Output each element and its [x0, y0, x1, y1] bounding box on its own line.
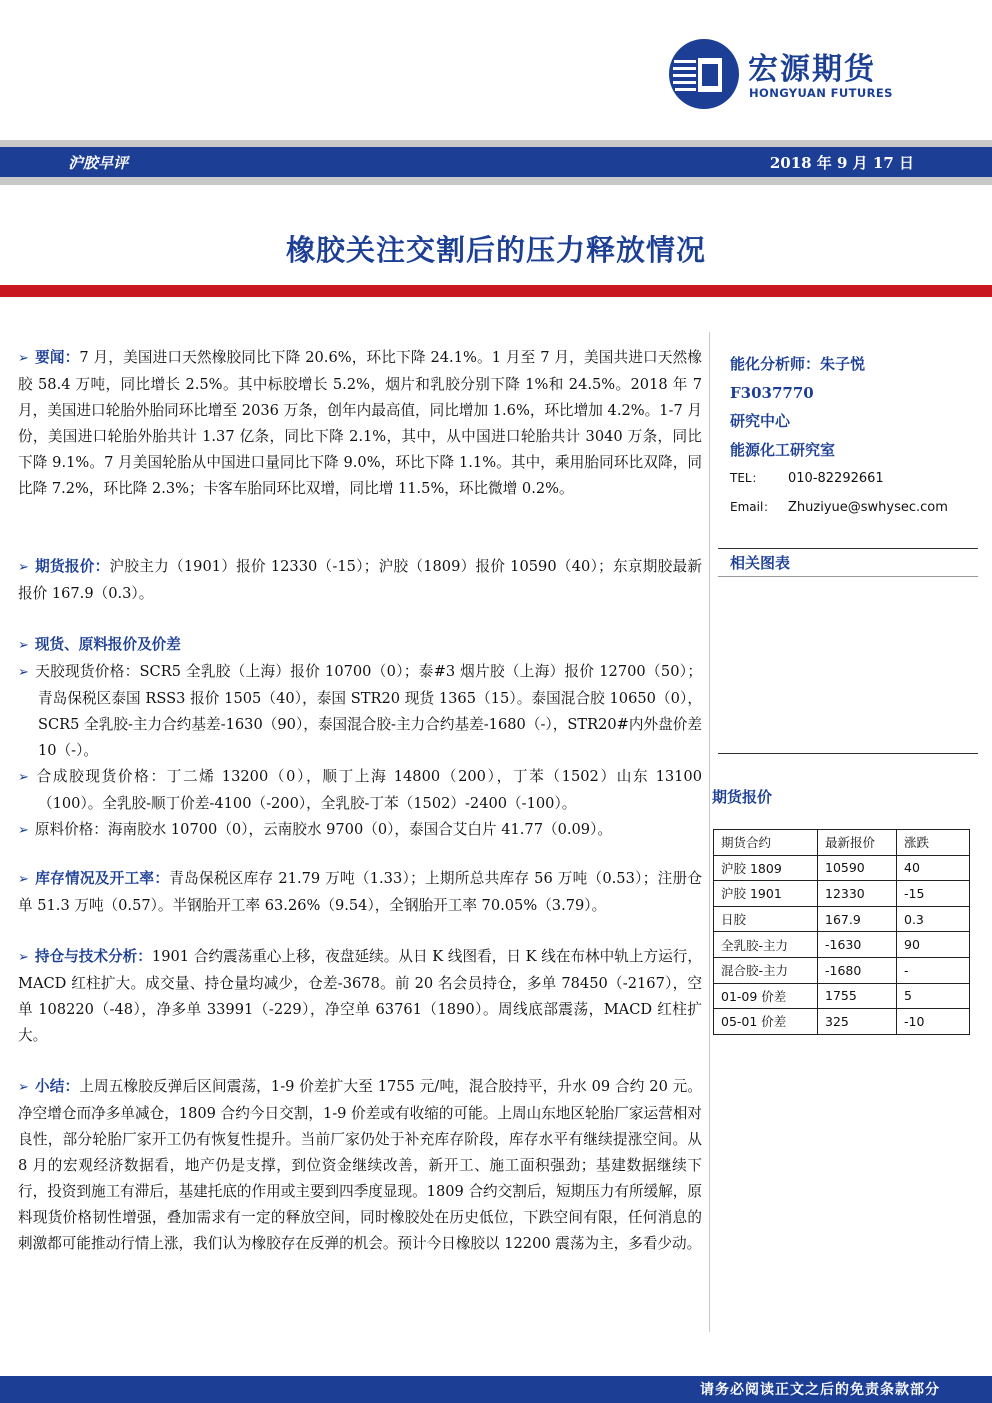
disclaimer-note: 请务必阅读正文之后的免责条款部分 [700, 1382, 940, 1398]
arrow-icon: ➢ [18, 823, 29, 838]
header-band-top [0, 140, 992, 147]
arrow-icon: ➢ [18, 560, 29, 575]
futures-quote-text: 沪胶主力（1901）报价 12330（-15）；沪胶（1809）报价 10590（40）；东京期胶最新报价 167.9（0.3）。 [18, 558, 702, 602]
position-label: 持仓与技术分析： [34, 948, 152, 965]
arrow-icon: ➢ [18, 770, 29, 785]
news-section [18, 345, 702, 502]
brand-logo [668, 38, 928, 110]
analyst-name: 能化分析师：朱子悦 [730, 355, 866, 373]
table-header-cell: 涨跌 [897, 830, 970, 856]
header-band [0, 147, 992, 177]
arrow-icon: ➢ [18, 351, 29, 366]
email-value[interactable]: Zhuziyue@swhysec.com [788, 500, 948, 515]
arrow-icon: ➢ [18, 638, 29, 653]
header-band-bottom [0, 177, 992, 185]
research-team: 能源化工研究室 [730, 440, 836, 459]
arrow-icon: ➢ [18, 1080, 29, 1095]
table-row: 05-01 价差 325 -10 [714, 1009, 970, 1035]
tel-label: TEL： [730, 471, 764, 485]
table-header-cell: 最新报价 [818, 830, 897, 856]
futures-price-heading: 期货报价 [712, 788, 773, 806]
charts-rule-top [718, 548, 978, 549]
charts-rule-bottom [718, 576, 978, 577]
inventory-label: 库存情况及开工率： [34, 870, 170, 887]
table-row: 沪胶 1901 12330 -15 [714, 881, 970, 907]
tel-value: 010-82292661 [788, 471, 884, 486]
summary-section [18, 1074, 702, 1257]
brand-name-en: HONGYUAN FUTURES [749, 86, 893, 100]
price-table [713, 829, 970, 1035]
table-row: 01-09 价差 1755 5 [714, 983, 970, 1009]
inventory-text: 青岛保税区库存 21.79 万吨（1.33）；上期所总共库存 56 万吨（0.53）；注册仓单 51.3 万吨（0.57）。半钢胎开工率 63.26%（9.54），全钢胎开工率 70.05%（3.79）。 [18, 870, 702, 914]
list-item: ➢ 天胶现货价格：SCR5 全乳胶（上海）报价 10700（0）；泰#3 烟片胶（上海）报价 12700（50）；青岛保税区泰国 RSS3 报价 1505（40），泰国 STR20 现货 1365（15）。泰国混合胶 10650（0），SCR5 全乳胶-主力合约基差-1630（90），泰国混合胶-主力合约基差-1680（-），STR20#内外盘价差 10（-）。 [18, 663, 702, 759]
news-text: 7 月，美国进口天然橡胶同比下降 20.6%，环比下降 24.1%。1 月至 7 月，美国共进口天然橡胶 58.4 万吨，同比增长 2.5%。其中标胶增长 5.2%，烟片和乳胶分别下降 1%和 24.5%。2018 年 7 月，美国进口轮胎外胎同环比增至 2036 万条，创年内最高值，同比增加 1.6%，环比增加 4.2%。1-7 月份，美国进口轮胎外胎共计 1.37 亿条，同比下降 2.1%，其中，从中国进口轮胎共计 3040 万条，同比下降 9.1%。7 月美国轮胎从中国进口量同比下降 9.0%，环比下降 1.1%。其中，乘用胎同环比双降，同比降 7.2%，环比降 2.3%；卡客车胎同环比双增，同比增 11.5%，环比微增 0.2%。 [18, 349, 702, 497]
research-center: 研究中心 [730, 412, 791, 430]
spot-section [18, 632, 702, 844]
summary-label: 小结： [34, 1078, 80, 1095]
brand-name-cn: 宏源期货 [748, 52, 876, 87]
table-row: 全乳胶-主力 -1630 90 [714, 932, 970, 958]
table-row: 混合胶-主力 -1680 - [714, 957, 970, 983]
email-label: Email： [730, 500, 776, 514]
inventory-section [18, 866, 702, 919]
news-label: 要闻： [34, 349, 80, 366]
related-charts-heading: 相关图表 [730, 554, 791, 572]
table-header-row [714, 830, 970, 856]
table-row: 日胶 167.9 0.3 [714, 906, 970, 932]
arrow-icon: ➢ [18, 872, 29, 887]
list-item: ➢ 合成胶现货价格：丁二烯 13200（0），顺丁上海 14800（200），丁苯（1502）山东 13100（100）。全乳胶-顺丁价差-4100（-200），全乳胶-丁苯（1502）-2400（-100）。 [18, 768, 702, 812]
analyst-info [730, 350, 980, 522]
position-text: 1901 合约震荡重心上移，夜盘延续。从日 K 线图看，日 K 线在布林中轨上方运行，MACD 红柱扩大。成交量、持仓量均减少，仓差-3678。前 20 名会员持仓，多单 78450（-2167），空单 108220（-48），净多单 33991（-229），净空单 63761（1890）。周线底部震荡，MACD 红柱扩大。 [18, 948, 702, 1044]
footer-bar [0, 1376, 992, 1403]
futures-rule-top [718, 753, 978, 754]
tel-row [730, 464, 980, 493]
title-divider [0, 285, 992, 297]
list-item: ➢ 原料价格：海南胶水 10700（0），云南胶水 9700（0），泰国合艾白片 41.77（0.09）。 [18, 821, 612, 838]
arrow-icon: ➢ [18, 665, 29, 680]
email-row [730, 493, 980, 522]
table-row: 沪胶 1809 10590 40 [714, 855, 970, 881]
page-title: 橡胶关注交割后的压力释放情况 [285, 233, 706, 267]
hongyuan-logo-icon [668, 38, 740, 110]
table-header-cell: 期货合约 [714, 830, 818, 856]
analyst-license: F3037770 [730, 383, 814, 402]
position-section [18, 944, 702, 1049]
report-section: 沪胶早评 [68, 154, 129, 172]
futures-quote-section [18, 554, 702, 607]
arrow-icon: ➢ [18, 950, 29, 965]
futures-quote-label: 期货报价： [34, 558, 110, 575]
spot-label: 现货、原料报价及价差 [34, 636, 181, 653]
report-date: 2018 年 9 月 17 日 [769, 154, 914, 172]
column-divider [709, 332, 710, 1332]
summary-text: 上周五橡胶反弹后区间震荡，1-9 价差扩大至 1755 元/吨，混合胶持平，升水 09 合约 20 元。净空增仓而净多单减仓，1809 合约今日交割，1-9 价差或有收缩的可能。上周山东地区轮胎厂家运营相对良性，部分轮胎厂家开工仍有恢复性提升。当前厂家仍处于补充库存阶段，库存水平有继续提涨空间。从 8 月的宏观经济数据看，地产仍是支撑，到位资金继续改善，新开工、施工面积强劲；基建数据继续下行，投资到施工有滞后，基建托底的作用或主要到四季度显现。1809 合约交割后，短期压力有所缓解，原料现货价格韧性增强，叠加需求有一定的释放空间，同时橡胶处在历史低位，下跌空间有限，任何消息的刺激都可能推动行情上涨，我们认为橡胶存在反弹的机会。预计今日橡胶以 12200 震荡为主，多看少动。 [18, 1078, 702, 1252]
